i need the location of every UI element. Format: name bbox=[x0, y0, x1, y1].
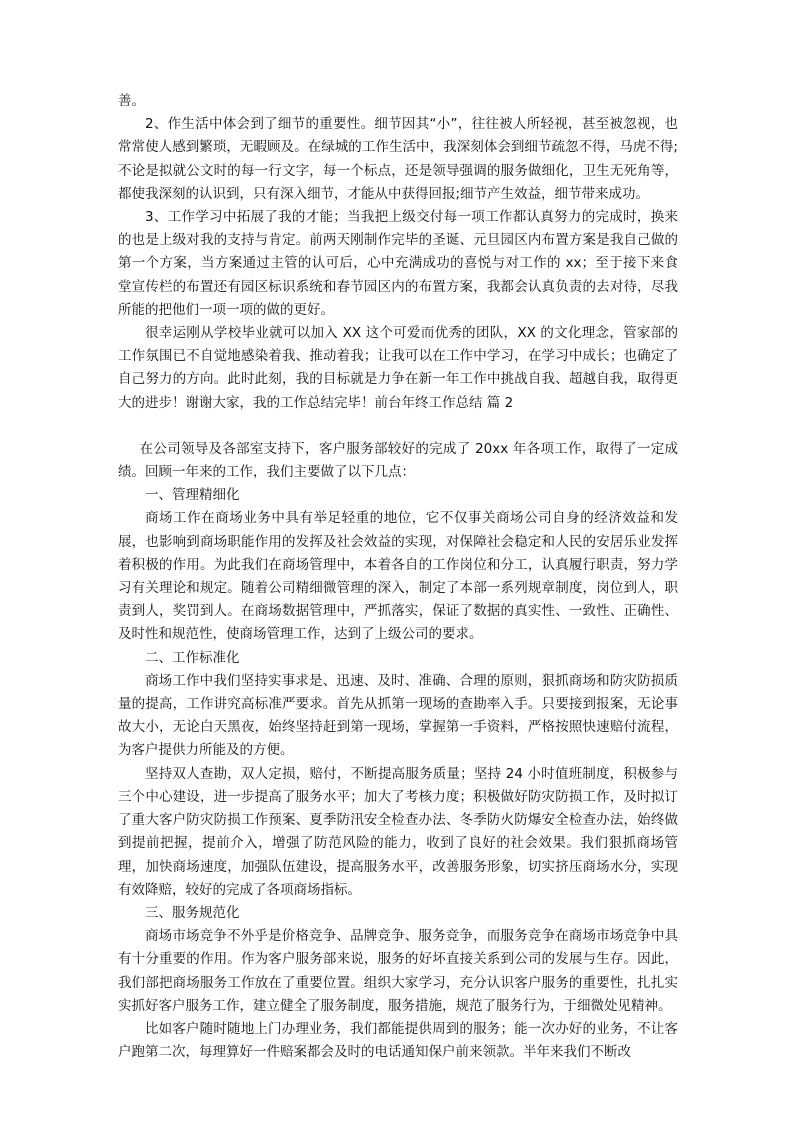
heading-management: 一、管理精细化 bbox=[145, 487, 240, 504]
paragraph-intro: 在公司领导及各部室支持下，客户服务部较好的完成了 20xx 年各项工作，取得了一定成绩。回顾一年来的工作，我们主要做了以下几点： bbox=[118, 440, 678, 481]
paragraph-standardization-b: 坚持双人查勘，双人定损，赔付，不断提高服务质量；坚持 24 小时值班制度，积极参与三个中心建设，进一步提高了服务水平；加大了考核力度；积极做好防灾防损工作，及时拟订了重大客户防灾防损工作预案、夏季防汛安全检查办法、冬季防火防爆安全检查办法，始终做到提前把握，提前介入，增强了防范风险的能力，收到了良好的社会效果。我们狠抓商场管理，加快商场速度，加强队伍建设，提高服务水平，改善服务形象，切实挤压商场水分，实现有效降赔，较好的完成了各项商场指标。 bbox=[118, 765, 678, 898]
paragraph-continuation: 善。 bbox=[118, 93, 145, 109]
paragraph-standardization-a: 商场工作中我们坚持实事求是、迅速、及时、准确、合理的原则，狠抓商场和防灾防损质量的提高，工作讲究高标准严要求。首先从抓第一现场的查勘率入手。只要接到报案，无论事故大小，无论白天黑夜，始终坚持赶到第一现场，掌握第一手资料，严格按照快速赔付流程，为客户提供力所能及的方便。 bbox=[118, 672, 678, 759]
heading-service: 三、服务规范化 bbox=[145, 904, 240, 921]
document-page bbox=[118, 90, 678, 1064]
paragraph-service-a: 商场市场竞争不外乎是价格竞争、品牌竞争、服务竞争，而服务竞争在商场市场竞争中具有十分重要的作用。作为客户服务部来说，服务的好坏直接关系到公司的发展与生存。因此，我们部把商场服务工作放在了重要位置。组织大家学习，充分认识客户服务的重要性，扎扎实实抓好客户服务工作，建立健全了服务制度，服务措施，规范了服务行为，于细微处见精神。 bbox=[118, 928, 678, 1014]
paragraph-talent-expansion: 3、工作学习中拓展了我的才能；当我把上级交付每一项工作都认真努力的完成时，换来的也是上级对我的支持与肯定。前两天刚制作完毕的圣诞、元旦园区内布置方案是我自己做的第一个方案，当方案通过主管的认可后，心中充满成功的喜悦与对工作的 xx；至于接下来食堂宣传栏的布置还有园区标识系统和春节园区内的布置方案，我都会认真负责的去对待，尽我所能的把他们一项一项的做的更好。 bbox=[118, 209, 678, 318]
paragraph-management: 商场工作在商场业务中具有举足轻重的地位，它不仅事关商场公司自身的经济效益和发展，也影响到商场职能作用的发挥及社会效益的实现，对保障社会稳定和人民的安居乐业发挥着积极的作用。为此我们在商场管理中，本着各自的工作岗位和分工，认真履行职责，努力学习有关理论和规定。随着公司精细微管理的深入，制定了本部一系列规章制度，岗位到人，职责到人，奖罚到人。在商场数据管理中，严抓落实，保证了数据的真实性、一致性、正确性、及时性和规范性，使商场管理工作，达到了上级公司的要求。 bbox=[118, 510, 678, 643]
section-spacer bbox=[118, 415, 678, 438]
heading-standardization: 二、工作标准化 bbox=[145, 649, 240, 666]
paragraph-service-b: 比如客户随时随地上门办理业务，我们都能提供周到的服务；能一次办好的业务，不让客户跑第二次，每理算好一件赔案都会及时的电话通知保户前来领款。半年来我们不断改 bbox=[118, 1020, 678, 1061]
paragraph-closing: 很幸运刚从学校毕业就可以加入 XX 这个可爱而优秀的团队，XX 的文化理念，管家部的工作氛围已不自觉地感染着我、推动着我；让我可以在工作中学习，在学习中成长；也确定了自己努力的方向。此时此刻，我的目标就是力争在新一年工作中挑战自我、超越自我，取得更大的进步！谢谢大家，我的工作总结完毕！前台年终工作总结 篇 2 bbox=[118, 325, 678, 411]
paragraph-detail-importance: 2、作生活中体会到了细节的重要性。细节因其“小”，往往被人所轻视，甚至被忽视，也常常使人感到繁琐，无暇顾及。在绿城的工作生活中，我深刻体会到细节疏忽不得，马虎不得;不论是拟就公文时的每一行文字，每一个标点，还是领导强调的服务做细化，卫生无死角等，都使我深刻的认识到，只有深入细节，才能从中获得回报;细节产生效益，细节带来成功。 bbox=[118, 116, 678, 202]
